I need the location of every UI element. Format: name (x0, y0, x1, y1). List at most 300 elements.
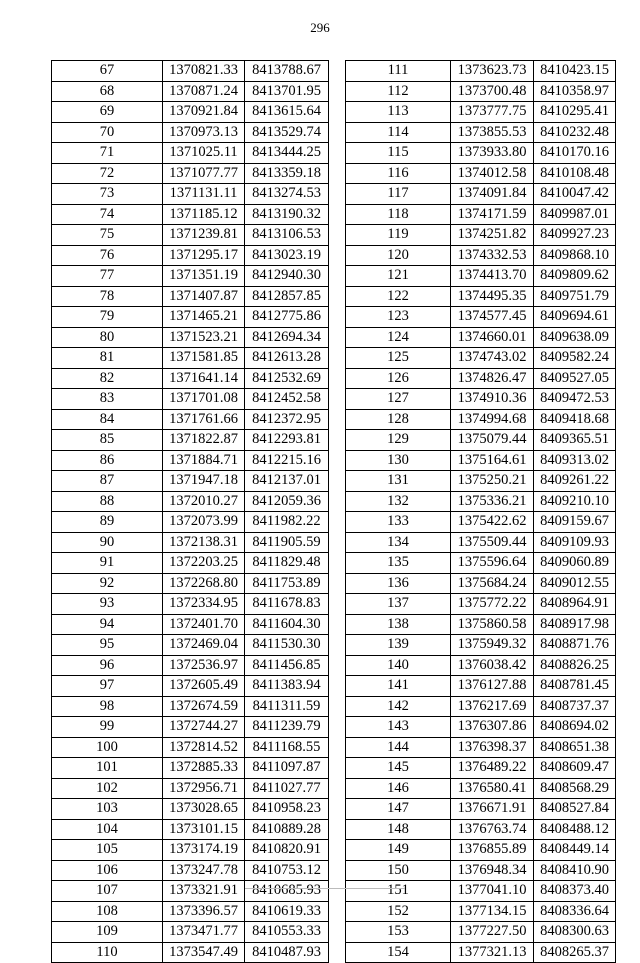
table-row (346, 840, 616, 861)
x-coordinate-cell: 1375772.22 (451, 594, 534, 615)
table-row (346, 491, 616, 512)
point-number-cell: 115 (346, 143, 451, 164)
x-coordinate-cell: 1377321.13 (451, 942, 534, 963)
y-coordinate-cell: 8410685.93 (245, 881, 329, 902)
x-coordinate-cell: 1373700.48 (451, 81, 534, 102)
x-coordinate-cell: 1377041.10 (451, 881, 534, 902)
coordinates-table-right (345, 60, 616, 963)
x-coordinate-cell: 1374495.35 (451, 286, 534, 307)
table-row (346, 717, 616, 738)
x-coordinate-cell: 1376217.69 (451, 696, 534, 717)
point-number-cell: 83 (52, 389, 163, 410)
y-coordinate-cell: 8410232.48 (534, 122, 616, 143)
y-coordinate-cell: 8411753.89 (245, 573, 329, 594)
y-coordinate-cell: 8411383.94 (245, 676, 329, 697)
point-number-cell: 119 (346, 225, 451, 246)
y-coordinate-cell: 8410108.48 (534, 163, 616, 184)
table-row (346, 102, 616, 123)
x-coordinate-cell: 1374413.70 (451, 266, 534, 287)
x-coordinate-cell: 1375684.24 (451, 573, 534, 594)
x-coordinate-cell: 1376948.34 (451, 860, 534, 881)
table-row (346, 614, 616, 635)
point-number-cell: 139 (346, 635, 451, 656)
y-coordinate-cell: 8408871.76 (534, 635, 616, 656)
point-number-cell: 133 (346, 512, 451, 533)
y-coordinate-cell: 8409927.23 (534, 225, 616, 246)
point-number-cell: 97 (52, 676, 163, 697)
x-coordinate-cell: 1372138.31 (163, 532, 245, 553)
y-coordinate-cell: 8409809.62 (534, 266, 616, 287)
point-number-cell: 146 (346, 778, 451, 799)
table-row (52, 737, 329, 758)
x-coordinate-cell: 1371407.87 (163, 286, 245, 307)
point-number-cell: 122 (346, 286, 451, 307)
point-number-cell: 101 (52, 758, 163, 779)
y-coordinate-cell: 8410047.42 (534, 184, 616, 205)
y-coordinate-cell: 8412613.28 (245, 348, 329, 369)
y-coordinate-cell: 8408568.29 (534, 778, 616, 799)
x-coordinate-cell: 1374660.01 (451, 327, 534, 348)
x-coordinate-cell: 1371025.11 (163, 143, 245, 164)
y-coordinate-cell: 8412940.30 (245, 266, 329, 287)
x-coordinate-cell: 1374577.45 (451, 307, 534, 328)
y-coordinate-cell: 8410170.16 (534, 143, 616, 164)
point-number-cell: 127 (346, 389, 451, 410)
point-number-cell: 109 (52, 922, 163, 943)
point-number-cell: 120 (346, 245, 451, 266)
point-number-cell: 111 (346, 61, 451, 82)
table-row (52, 409, 329, 430)
y-coordinate-cell: 8408781.45 (534, 676, 616, 697)
table-row (52, 471, 329, 492)
point-number-cell: 69 (52, 102, 163, 123)
y-coordinate-cell: 8408488.12 (534, 819, 616, 840)
point-number-cell: 134 (346, 532, 451, 553)
table-row (346, 942, 616, 963)
y-coordinate-cell: 8409060.89 (534, 553, 616, 574)
point-number-cell: 154 (346, 942, 451, 963)
table-row (52, 532, 329, 553)
y-coordinate-cell: 8409638.09 (534, 327, 616, 348)
point-number-cell: 143 (346, 717, 451, 738)
table-row (52, 143, 329, 164)
table-row (52, 225, 329, 246)
y-coordinate-cell: 8411239.79 (245, 717, 329, 738)
x-coordinate-cell: 1371185.12 (163, 204, 245, 225)
point-number-cell: 113 (346, 102, 451, 123)
y-coordinate-cell: 8412452.58 (245, 389, 329, 410)
point-number-cell: 149 (346, 840, 451, 861)
point-number-cell: 105 (52, 840, 163, 861)
point-number-cell: 92 (52, 573, 163, 594)
point-number-cell: 147 (346, 799, 451, 820)
table-row (346, 922, 616, 943)
point-number-cell: 130 (346, 450, 451, 471)
y-coordinate-cell: 8408527.84 (534, 799, 616, 820)
table-row (346, 655, 616, 676)
table-row (52, 491, 329, 512)
x-coordinate-cell: 1373396.57 (163, 901, 245, 922)
x-coordinate-cell: 1375509.44 (451, 532, 534, 553)
x-coordinate-cell: 1377227.50 (451, 922, 534, 943)
x-coordinate-cell: 1376127.88 (451, 676, 534, 697)
table-row (52, 163, 329, 184)
y-coordinate-cell: 8412137.01 (245, 471, 329, 492)
table-row (346, 676, 616, 697)
x-coordinate-cell: 1372536.97 (163, 655, 245, 676)
y-coordinate-cell: 8412293.81 (245, 430, 329, 451)
table-row (346, 758, 616, 779)
x-coordinate-cell: 1371822.87 (163, 430, 245, 451)
y-coordinate-cell: 8410619.33 (245, 901, 329, 922)
table-row (52, 450, 329, 471)
point-number-cell: 79 (52, 307, 163, 328)
x-coordinate-cell: 1373855.53 (451, 122, 534, 143)
table-row (346, 307, 616, 328)
table-row (52, 778, 329, 799)
table-row (52, 594, 329, 615)
x-coordinate-cell: 1373028.65 (163, 799, 245, 820)
point-number-cell: 91 (52, 553, 163, 574)
x-coordinate-cell: 1373247.78 (163, 860, 245, 881)
y-coordinate-cell: 8408449.14 (534, 840, 616, 861)
x-coordinate-cell: 1371239.81 (163, 225, 245, 246)
y-coordinate-cell: 8409365.51 (534, 430, 616, 451)
y-coordinate-cell: 8410889.28 (245, 819, 329, 840)
point-number-cell: 135 (346, 553, 451, 574)
point-number-cell: 153 (346, 922, 451, 943)
table-row (346, 512, 616, 533)
x-coordinate-cell: 1372203.25 (163, 553, 245, 574)
y-coordinate-cell: 8412372.95 (245, 409, 329, 430)
y-coordinate-cell: 8412857.85 (245, 286, 329, 307)
x-coordinate-cell: 1374994.68 (451, 409, 534, 430)
point-number-cell: 103 (52, 799, 163, 820)
y-coordinate-cell: 8411678.83 (245, 594, 329, 615)
point-number-cell: 104 (52, 819, 163, 840)
point-number-cell: 108 (52, 901, 163, 922)
y-coordinate-cell: 8409987.01 (534, 204, 616, 225)
y-coordinate-cell: 8409109.93 (534, 532, 616, 553)
point-number-cell: 89 (52, 512, 163, 533)
table-row (346, 245, 616, 266)
x-coordinate-cell: 1371351.19 (163, 266, 245, 287)
y-coordinate-cell: 8412215.16 (245, 450, 329, 471)
table-row (346, 327, 616, 348)
point-number-cell: 128 (346, 409, 451, 430)
y-coordinate-cell: 8412694.34 (245, 327, 329, 348)
x-coordinate-cell: 1375596.64 (451, 553, 534, 574)
point-number-cell: 99 (52, 717, 163, 738)
table-row (346, 368, 616, 389)
point-number-cell: 98 (52, 696, 163, 717)
table-row (52, 881, 329, 902)
table-row (52, 430, 329, 451)
x-coordinate-cell: 1372605.49 (163, 676, 245, 697)
x-coordinate-cell: 1373174.19 (163, 840, 245, 861)
x-coordinate-cell: 1377134.15 (451, 901, 534, 922)
x-coordinate-cell: 1374910.36 (451, 389, 534, 410)
point-number-cell: 100 (52, 737, 163, 758)
point-number-cell: 82 (52, 368, 163, 389)
y-coordinate-cell: 8408336.64 (534, 901, 616, 922)
point-number-cell: 123 (346, 307, 451, 328)
table-row (52, 102, 329, 123)
table-row (52, 676, 329, 697)
table-row (346, 819, 616, 840)
point-number-cell: 86 (52, 450, 163, 471)
y-coordinate-cell: 8413190.32 (245, 204, 329, 225)
point-number-cell: 88 (52, 491, 163, 512)
point-number-cell: 81 (52, 348, 163, 369)
table-row (52, 717, 329, 738)
x-coordinate-cell: 1371077.77 (163, 163, 245, 184)
table-row (346, 143, 616, 164)
y-coordinate-cell: 8413701.95 (245, 81, 329, 102)
table-row (52, 122, 329, 143)
y-coordinate-cell: 8409159.67 (534, 512, 616, 533)
table-row (346, 471, 616, 492)
point-number-cell: 73 (52, 184, 163, 205)
y-coordinate-cell: 8411604.30 (245, 614, 329, 635)
table-row (52, 266, 329, 287)
table-row (346, 696, 616, 717)
point-number-cell: 137 (346, 594, 451, 615)
table-row (346, 122, 616, 143)
x-coordinate-cell: 1374171.59 (451, 204, 534, 225)
point-number-cell: 126 (346, 368, 451, 389)
point-number-cell: 144 (346, 737, 451, 758)
point-number-cell: 74 (52, 204, 163, 225)
y-coordinate-cell: 8410487.93 (245, 942, 329, 963)
point-number-cell: 138 (346, 614, 451, 635)
point-number-cell: 141 (346, 676, 451, 697)
y-coordinate-cell: 8411530.30 (245, 635, 329, 656)
y-coordinate-cell: 8413615.64 (245, 102, 329, 123)
point-number-cell: 68 (52, 81, 163, 102)
point-number-cell: 136 (346, 573, 451, 594)
table-row (52, 655, 329, 676)
point-number-cell: 70 (52, 122, 163, 143)
x-coordinate-cell: 1372814.52 (163, 737, 245, 758)
x-coordinate-cell: 1371947.18 (163, 471, 245, 492)
x-coordinate-cell: 1374091.84 (451, 184, 534, 205)
y-coordinate-cell: 8408964.91 (534, 594, 616, 615)
point-number-cell: 80 (52, 327, 163, 348)
point-number-cell: 110 (52, 942, 163, 963)
table-row (52, 942, 329, 963)
x-coordinate-cell: 1371581.85 (163, 348, 245, 369)
y-coordinate-cell: 8409210.10 (534, 491, 616, 512)
table-row (52, 799, 329, 820)
point-number-cell: 116 (346, 163, 451, 184)
y-coordinate-cell: 8408694.02 (534, 717, 616, 738)
table-row (346, 266, 616, 287)
table-row (346, 799, 616, 820)
point-number-cell: 129 (346, 430, 451, 451)
x-coordinate-cell: 1373321.91 (163, 881, 245, 902)
table-row (52, 245, 329, 266)
x-coordinate-cell: 1373101.15 (163, 819, 245, 840)
table-row (52, 184, 329, 205)
y-coordinate-cell: 8408410.90 (534, 860, 616, 881)
table-row (346, 430, 616, 451)
y-coordinate-cell: 8409313.02 (534, 450, 616, 471)
x-coordinate-cell: 1375860.58 (451, 614, 534, 635)
x-coordinate-cell: 1376671.91 (451, 799, 534, 820)
x-coordinate-cell: 1372073.99 (163, 512, 245, 533)
x-coordinate-cell: 1375250.21 (451, 471, 534, 492)
y-coordinate-cell: 8410958.23 (245, 799, 329, 820)
point-number-cell: 87 (52, 471, 163, 492)
y-coordinate-cell: 8410553.33 (245, 922, 329, 943)
table-row (52, 573, 329, 594)
table-row (52, 389, 329, 410)
point-number-cell: 152 (346, 901, 451, 922)
y-coordinate-cell: 8409582.24 (534, 348, 616, 369)
table-row (52, 307, 329, 328)
table-row (346, 860, 616, 881)
table-row (346, 163, 616, 184)
table-row (52, 286, 329, 307)
table-row (52, 327, 329, 348)
y-coordinate-cell: 8408651.38 (534, 737, 616, 758)
y-coordinate-cell: 8410358.97 (534, 81, 616, 102)
x-coordinate-cell: 1375164.61 (451, 450, 534, 471)
table-row (52, 204, 329, 225)
x-coordinate-cell: 1371465.21 (163, 307, 245, 328)
x-coordinate-cell: 1372334.95 (163, 594, 245, 615)
x-coordinate-cell: 1371884.71 (163, 450, 245, 471)
x-coordinate-cell: 1370821.33 (163, 61, 245, 82)
table-row (346, 573, 616, 594)
point-number-cell: 132 (346, 491, 451, 512)
point-number-cell: 148 (346, 819, 451, 840)
y-coordinate-cell: 8413274.53 (245, 184, 329, 205)
table-row (346, 348, 616, 369)
point-number-cell: 140 (346, 655, 451, 676)
y-coordinate-cell: 8409694.61 (534, 307, 616, 328)
point-number-cell: 94 (52, 614, 163, 635)
table-row (52, 553, 329, 574)
x-coordinate-cell: 1371701.08 (163, 389, 245, 410)
table-row (52, 512, 329, 533)
table-row (346, 409, 616, 430)
y-coordinate-cell: 8411829.48 (245, 553, 329, 574)
table-row (52, 922, 329, 943)
table-row (346, 594, 616, 615)
y-coordinate-cell: 8410820.91 (245, 840, 329, 861)
x-coordinate-cell: 1375422.62 (451, 512, 534, 533)
x-coordinate-cell: 1376307.86 (451, 717, 534, 738)
y-coordinate-cell: 8412532.69 (245, 368, 329, 389)
x-coordinate-cell: 1371295.17 (163, 245, 245, 266)
point-number-cell: 112 (346, 81, 451, 102)
y-coordinate-cell: 8413788.67 (245, 61, 329, 82)
point-number-cell: 95 (52, 635, 163, 656)
table-row (346, 635, 616, 656)
point-number-cell: 90 (52, 532, 163, 553)
y-coordinate-cell: 8411982.22 (245, 512, 329, 533)
y-coordinate-cell: 8410295.41 (534, 102, 616, 123)
footer-rule (245, 888, 405, 889)
table-row (346, 901, 616, 922)
y-coordinate-cell: 8413023.19 (245, 245, 329, 266)
table-row (346, 553, 616, 574)
y-coordinate-cell: 8409527.05 (534, 368, 616, 389)
y-coordinate-cell: 8408373.40 (534, 881, 616, 902)
table-row (52, 61, 329, 82)
y-coordinate-cell: 8411168.55 (245, 737, 329, 758)
x-coordinate-cell: 1372885.33 (163, 758, 245, 779)
x-coordinate-cell: 1374743.02 (451, 348, 534, 369)
x-coordinate-cell: 1376763.74 (451, 819, 534, 840)
x-coordinate-cell: 1371131.11 (163, 184, 245, 205)
x-coordinate-cell: 1375079.44 (451, 430, 534, 451)
table-row (346, 286, 616, 307)
point-number-cell: 96 (52, 655, 163, 676)
y-coordinate-cell: 8411905.59 (245, 532, 329, 553)
y-coordinate-cell: 8409751.79 (534, 286, 616, 307)
y-coordinate-cell: 8411456.85 (245, 655, 329, 676)
x-coordinate-cell: 1372401.70 (163, 614, 245, 635)
y-coordinate-cell: 8409418.68 (534, 409, 616, 430)
y-coordinate-cell: 8413444.25 (245, 143, 329, 164)
x-coordinate-cell: 1371641.14 (163, 368, 245, 389)
table-row (52, 860, 329, 881)
table-row (346, 881, 616, 902)
table-row (52, 840, 329, 861)
point-number-cell: 84 (52, 409, 163, 430)
table-row (52, 614, 329, 635)
point-number-cell: 78 (52, 286, 163, 307)
point-number-cell: 106 (52, 860, 163, 881)
x-coordinate-cell: 1372469.04 (163, 635, 245, 656)
x-coordinate-cell: 1376580.41 (451, 778, 534, 799)
table-row (52, 635, 329, 656)
table-row (346, 737, 616, 758)
point-number-cell: 131 (346, 471, 451, 492)
table-row (346, 61, 616, 82)
x-coordinate-cell: 1372744.27 (163, 717, 245, 738)
table-row (346, 532, 616, 553)
y-coordinate-cell: 8408917.98 (534, 614, 616, 635)
table-row (346, 778, 616, 799)
y-coordinate-cell: 8408826.25 (534, 655, 616, 676)
x-coordinate-cell: 1373471.77 (163, 922, 245, 943)
y-coordinate-cell: 8412059.36 (245, 491, 329, 512)
point-number-cell: 125 (346, 348, 451, 369)
point-number-cell: 117 (346, 184, 451, 205)
x-coordinate-cell: 1376398.37 (451, 737, 534, 758)
x-coordinate-cell: 1376489.22 (451, 758, 534, 779)
coordinates-table-left (51, 60, 329, 963)
y-coordinate-cell: 8411027.77 (245, 778, 329, 799)
point-number-cell: 76 (52, 245, 163, 266)
table-row (52, 368, 329, 389)
point-number-cell: 71 (52, 143, 163, 164)
table-row (346, 225, 616, 246)
y-coordinate-cell: 8412775.86 (245, 307, 329, 328)
x-coordinate-cell: 1372956.71 (163, 778, 245, 799)
table-row (346, 450, 616, 471)
x-coordinate-cell: 1372674.59 (163, 696, 245, 717)
x-coordinate-cell: 1370973.13 (163, 122, 245, 143)
table-row (52, 81, 329, 102)
point-number-cell: 107 (52, 881, 163, 902)
table-row (346, 184, 616, 205)
y-coordinate-cell: 8408737.37 (534, 696, 616, 717)
